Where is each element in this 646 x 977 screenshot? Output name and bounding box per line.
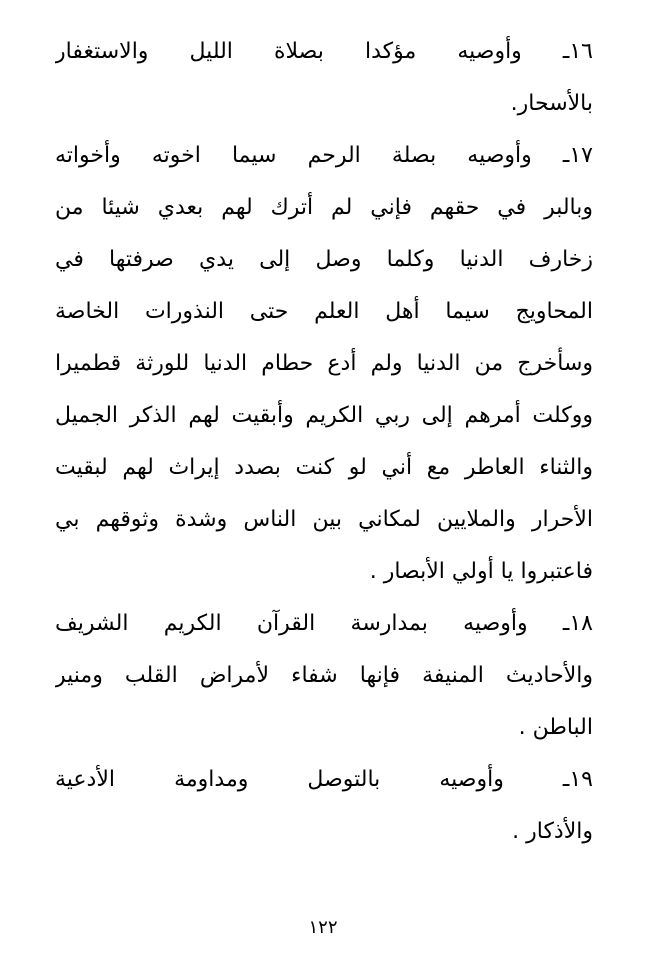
text-line: الأحرار والملايين لمكاني بين الناس وشدة وثوقهم بي — [55, 507, 593, 532]
text-line-item-16-end: بالأسحار. — [510, 91, 593, 116]
text-line: المحاويج سيما أهل العلم حتى النذورات الخاصة — [55, 299, 593, 324]
will-text — [55, 26, 593, 858]
text-line: زخارف الدنيا وكلما وصل إلى يدي صرفتها في — [55, 247, 593, 272]
text-line-item-18-end: الباطن . — [518, 715, 593, 740]
page-number: ١٢٢ — [308, 917, 338, 938]
text-line: والأحاديث المنيفة فإنها شفاء لأمراض القلب ومنير — [55, 663, 593, 688]
text-line-item-19-start: ١٩ـ وأوصيه بالتوصل ومداومة الأدعية — [55, 767, 593, 792]
text-line-item-17-start: ١٧ـ وأوصيه بصلة الرحم سيما اخوته وأخواته — [55, 143, 593, 168]
text-line-item-17-end: فاعتبروا يا أولي الأبصار . — [369, 559, 593, 584]
text-line: وسأخرج من الدنيا ولم أدع حطام الدنيا للورثة قطميرا — [55, 351, 593, 376]
text-line-item-19-end: والأذكار . — [512, 819, 593, 844]
text-line: والثناء العاطر مع أني لو كنت بصدد إيراث لهم لبقيت — [55, 455, 593, 480]
text-line: ووكلت أمرهم إلى ربي الكريم وأبقيت لهم الذكر الجميل — [55, 403, 593, 428]
text-line-item-16-start: ١٦ـ وأوصيه مؤكدا بصلاة الليل والاستغفار — [55, 39, 593, 64]
text-line: وبالبر في حقهم فإني لم أترك لهم بعدي شيئا من — [55, 195, 593, 220]
text-line-item-18-start: ١٨ـ وأوصيه بمدارسة القرآن الكريم الشريف — [55, 611, 593, 636]
